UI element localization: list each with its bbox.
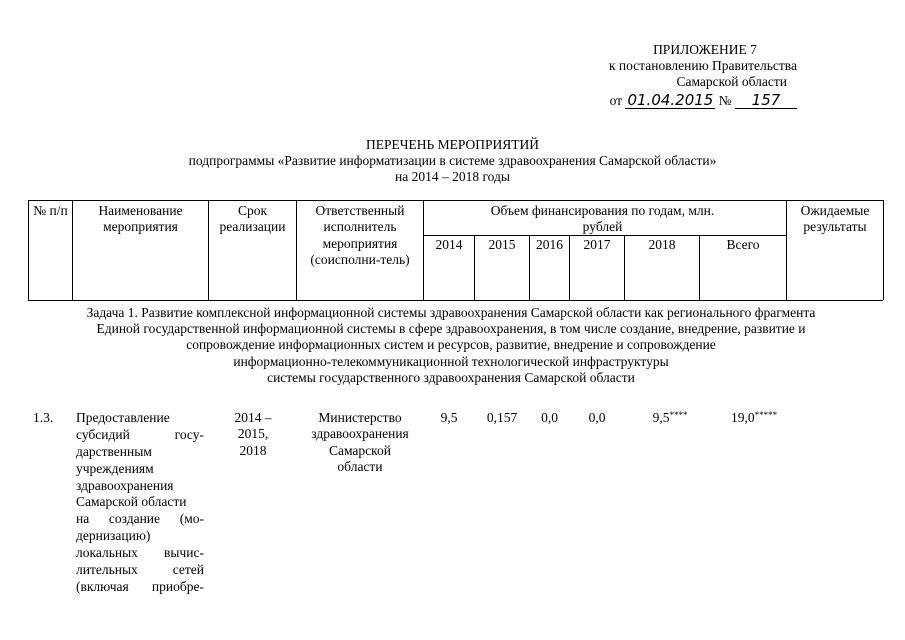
row-name-line: дарственным bbox=[76, 443, 152, 459]
table-top-border bbox=[28, 200, 883, 201]
date-prefix: от bbox=[609, 92, 623, 108]
appendix-date-number bbox=[609, 90, 797, 109]
row-executor-line: области bbox=[337, 459, 383, 475]
header-year-2014: 2014 bbox=[435, 237, 463, 252]
row-value-2015: 0,157 bbox=[486, 410, 518, 425]
row-name-line: дернизацию) bbox=[76, 528, 151, 544]
row-name-line: на создание (мо- bbox=[76, 511, 204, 527]
row-term-line: 2015, bbox=[237, 426, 269, 442]
appendix-title: ПРИЛОЖЕНИЕ 7 bbox=[653, 42, 757, 57]
appendix-line-2: Самарской области bbox=[676, 74, 787, 90]
row-executor-line: Министерство bbox=[318, 410, 402, 425]
heading-title: ПЕРЕЧЕНЬ МЕРОПРИЯТИЙ bbox=[365, 137, 540, 152]
row-name-line: лительных сетей bbox=[76, 561, 204, 577]
row-value-2014: 9,5 bbox=[440, 410, 458, 425]
row-name-line: Предоставление bbox=[76, 410, 170, 425]
header-name: Наименование мероприятия bbox=[98, 203, 183, 235]
appendix-line-1: к постановлению Правительства bbox=[608, 58, 797, 74]
header-year-2016: 2016 bbox=[536, 237, 563, 252]
header-results: Ожидаемые результаты bbox=[800, 203, 870, 235]
header-year-2017: 2017 bbox=[583, 237, 611, 252]
row-name-line: учреждениям bbox=[76, 460, 154, 476]
task-line-5: системы государственного здравоохранения Самарской области bbox=[267, 369, 635, 385]
heading-subtitle: подпрограммы «Развитие информатизации в системе здравоохранения Самарской области» bbox=[188, 153, 717, 169]
document-heading bbox=[0, 137, 905, 186]
header-year-2018: 2018 bbox=[648, 237, 676, 252]
row-value-total bbox=[700, 410, 786, 426]
row-name-line: (включая приобре- bbox=[76, 578, 204, 594]
row-term-line: 2018 bbox=[239, 442, 267, 458]
task-line-1: Задача 1. Развитие комплексной информационной системы здравоохранения Самарской области как регионального фрагмента bbox=[86, 305, 816, 320]
col-border bbox=[296, 200, 297, 300]
header-funding: Объем финансирования по годам, млн. рублей bbox=[490, 203, 715, 235]
task-line-3: сопровождение информационных систем и ресурсов, развитие, внедрение и сопровождение bbox=[186, 337, 716, 353]
row-name-line: здравоохранения bbox=[76, 477, 174, 493]
task-description bbox=[10, 305, 892, 386]
row-name bbox=[76, 410, 204, 596]
row-term bbox=[212, 410, 294, 459]
row-executor-line: здравоохранения bbox=[311, 426, 409, 442]
header-year-2015: 2015 bbox=[488, 237, 516, 252]
appendix-block bbox=[609, 42, 797, 109]
heading-years: на 2014 – 2018 годы bbox=[395, 169, 510, 185]
header-bottom-border bbox=[28, 300, 883, 301]
task-line-2: Единой государственной информационной системы в сфере здравоохранения, в том числе создание, внедрение, развитие и bbox=[96, 321, 806, 337]
row-executor-line: Самарской bbox=[328, 442, 392, 458]
row-name-line: Самарской области bbox=[76, 494, 187, 510]
footnote-mark-2018: **** bbox=[669, 410, 688, 420]
handwritten-number: 157 bbox=[735, 93, 797, 109]
row-value-2016: 0,0 bbox=[541, 410, 558, 425]
row-name-line: субсидий госу- bbox=[76, 426, 204, 442]
number-prefix: № bbox=[718, 92, 732, 108]
header-year-total: Всего bbox=[726, 237, 760, 252]
handwritten-date: 01.04.2015 bbox=[627, 90, 714, 109]
task-line-4: информационно-телекоммуникационной технологической инфраструктуры bbox=[233, 353, 669, 369]
value-total: 19,0 bbox=[730, 410, 755, 425]
value-2018: 9,5 bbox=[652, 410, 670, 425]
header-num: № п/п bbox=[33, 203, 68, 218]
row-term-line: 2014 – bbox=[234, 410, 272, 425]
row-executor bbox=[298, 410, 422, 476]
header-term: Срок реализации bbox=[219, 203, 286, 235]
row-value-2018 bbox=[625, 410, 699, 426]
footnote-mark-total: ***** bbox=[754, 410, 778, 420]
row-name-line: локальных вычис- bbox=[76, 545, 204, 560]
row-num: 1.3. bbox=[33, 410, 54, 425]
row-value-2017: 0,0 bbox=[588, 410, 606, 425]
header-executor: Ответственный исполнитель мероприятия (соисполни-тель) bbox=[310, 203, 410, 268]
col-border bbox=[883, 200, 884, 300]
